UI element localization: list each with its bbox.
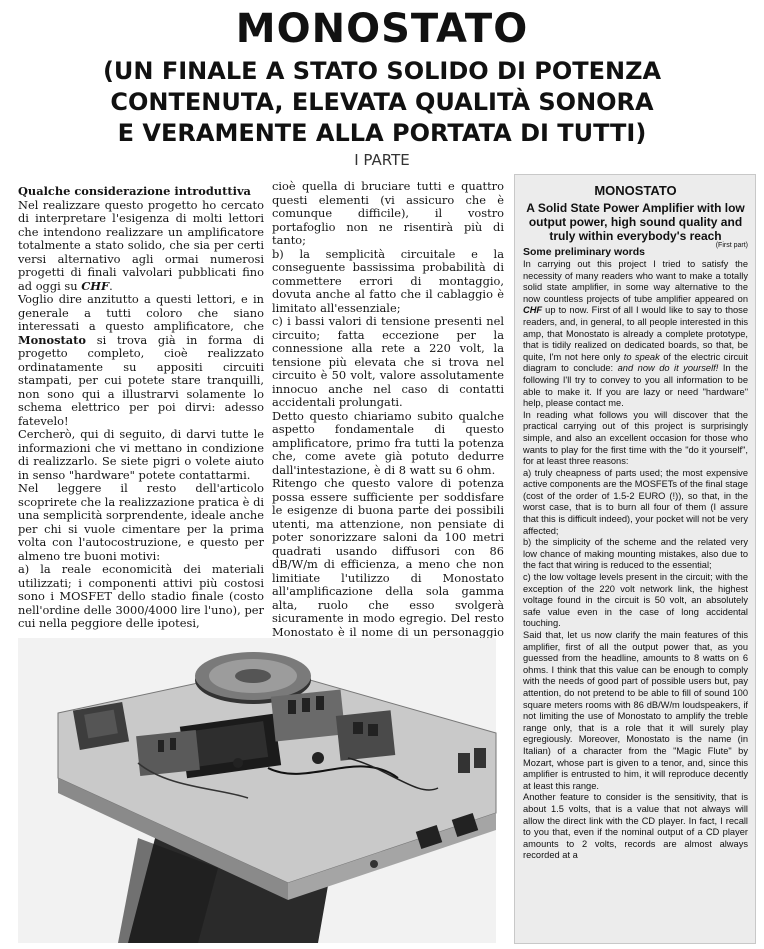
text: Voglio dire anzitutto a questi lettori, e in generale a tutti coloro che siano interessati a questo amplificatore, che bbox=[18, 292, 264, 333]
text: of the electric circuit diagram to conclude: bbox=[523, 351, 748, 374]
sidebar-heading: Some preliminary words bbox=[523, 246, 645, 258]
paragraph: Another feature to consider is the sensitivity, that is about 1.5 volts, that is a value that not always will allow the direct link with the CD player. In fact, I recall to you that, even if the nominal output of a CD player amounts to 2 volts, records are almost always recorded at a bbox=[523, 792, 748, 861]
subtitle-line: E VERAMENTE ALLA PORTATA DI TUTTI) bbox=[117, 119, 647, 147]
text: up to now. First of all I would like to say to those readers, and, in general, to all people interested in this amp, that Monostato is already a complete prototype, that is tidily realized on dedicated boards, so that, be quite, I'm not here only bbox=[523, 305, 748, 362]
english-summary-box bbox=[514, 174, 756, 944]
magazine-name: CHF bbox=[81, 278, 110, 293]
text: to speak bbox=[623, 351, 660, 362]
sidebar-body bbox=[523, 259, 748, 862]
text: and now do it yourself! bbox=[617, 363, 719, 374]
sidebar-title: MONOSTATO bbox=[594, 183, 677, 198]
sidebar-subtitle: A Solid State Power Amplifier with low output power, high sound quality and truly within everybody's reach bbox=[526, 201, 745, 243]
paragraph: a) truly cheapness of parts used; the most expensive active components are the MOSFETs of the final stage (cost of the order of 1.5-2 EURO (!)), so that, in the worst case, that is to burn all four of them (I assure that this is difficult indeed), your pocket will not be very affected; bbox=[523, 467, 748, 536]
subtitle-line: (UN FINALE A STATO SOLIDO DI POTENZA bbox=[102, 57, 662, 85]
paragraph bbox=[18, 293, 264, 428]
paragraph: b) la semplicità circuitale e la conseguente bassissima probabilità di commettere errori di montaggio, dovuta anche al fatto che il cablaggio è limitato all'essenziale; bbox=[272, 246, 504, 315]
article-column-2 bbox=[272, 179, 504, 639]
text: In the following I'll try to convey to you all information to be able to make it. If you are lazy or need "hardware" help, please contact me. bbox=[523, 363, 749, 409]
product-name: Monostato bbox=[18, 332, 86, 347]
subtitle-line: CONTENUTA, ELEVATA QUALITÀ SONORA bbox=[110, 88, 654, 116]
paragraph: Nel realizzare questo progetto ho cercato di interpretare l'esigenza di molti lettori che intendono realizzare un amplificatore totalmente a stato solido, che sia per certi versi alternativo agli ormai numerosi progetti di finali valvolari pubblicati fino ad oggi su CHF. bbox=[18, 197, 264, 293]
page-title: MONOSTATO bbox=[235, 6, 529, 52]
paragraph: b) the simplicity of the scheme and the related very low chance of making mounting mistakes, also due to the fact that wiring is reduced to the essential; bbox=[523, 537, 748, 571]
text: In carrying out this project I tried to satisfy the necessity of many readers who want to make a totally solid state amplifier, in some way alternative to the now countless projects of tube amplifier appeared on bbox=[523, 259, 748, 304]
section-heading: Qualche considerazione introduttiva bbox=[18, 184, 251, 198]
paragraph bbox=[523, 259, 748, 410]
paragraph: Cercherò, qui di seguito, di darvi tutte le informazioni che vi mettano in condizione di realizzarlo. Se siete pigri o volete aiuto in senso "hardware" potete contattarmi. bbox=[18, 427, 264, 482]
paragraph: In reading what follows you will discover that the practical carrying out of this project is surprisingly simple, and also an excellent occasion for those who wants to play for the first time with the "do it yourself", for at least three reasons: bbox=[523, 409, 748, 467]
amplifier-photo bbox=[18, 638, 496, 943]
text: Nel realizzare questo progetto ho cercato di interpretare l'esigenza di molti lettori che intendono realizzare un amplificatore totalmente a stato solido, che sia per certi versi alternativo agli ormai numerosi progetti di finali valvolari pubblicati fino ad oggi su bbox=[18, 197, 264, 293]
article-column-1 bbox=[18, 184, 265, 630]
paragraph: Said that, let us now clarify the main features of this amplifier, first of all the output power that, as you guessed from the headline, amounts to 8 watts on 6 ohms. I think that this value can be enough to comply with the needs of good part of possible users but, pay attention, do not pretend to be able to fill of sound 100 square meters rooms with 86 dB/W/m loudspeakers, if not limiting the use of Monostato to amplify the treble range only, that is a role that it will surely play egregiously. Moreover, Monostato is the name (in Italian) of a character from the "Magic Flute" by Mozart, whose part is given to a tenor, and, since this amplifier is entrusted to him, it will reproduce decently at least this range. bbox=[523, 630, 748, 791]
paragraph: Detto questo chiariamo subito qualche aspetto fondamentale di questo amplificatore, primo fra tutti la potenza che, come avete già potuto dedurre dall'intestazione, è di 8 watt su 6 ohm. bbox=[272, 408, 504, 477]
sidebar-part-label: (First part) bbox=[715, 242, 748, 249]
paragraph: Nel leggere il resto dell'articolo scoprirete che la realizzazione pratica è di una semplicità sorprendente, ideale anche per chi si vuole cimentare per la prima volta con l'autocostruzione, e questo per almeno tre buoni motivi: bbox=[18, 481, 265, 563]
paragraph: c) the low voltage levels present in the circuit; with the exception of the 220 volt network link, the highest voltage found in the circuit is 50 volt, an absolutely safe value even in the case of long accidental touching. bbox=[523, 572, 748, 629]
magazine-name: CHF bbox=[523, 305, 543, 316]
paragraph: c) i bassi valori di tensione presenti nel circuito; fatta eccezione per la connessione alla rete a 220 volt, la tensione più elevata che si trova nel circuito è 50 volt, valore assolutamente innocuo anche nel caso di contatti accidentali prolungati. bbox=[272, 314, 504, 409]
page-subtitle bbox=[0, 56, 764, 149]
amplifier-illustration bbox=[18, 638, 496, 943]
paragraph: cioè quella di bruciare tutti e quattro questi elementi (vi assicuro che è comunque difficile), il vostro portafoglio non ne risentirà più di tanto; bbox=[272, 179, 504, 247]
paragraph: a) la reale economicità dei materiali utilizzati; i componenti attivi più costosi sono i MOSFET dello stadio finale (costo nell'ordine delle 3000/4000 lire l'uno), per cui nella peggiore delle ipotesi, bbox=[18, 562, 264, 630]
text: si trova già in forma di progetto completo, cioè realizzato ordinatamente su appositi circuiti stampati, per cui potete stare tranquilli, non sono qui a illustrarvi solamente lo schema elettrico per poi dirvi: adesso fatevelo! bbox=[18, 332, 264, 428]
part-label: I PARTE bbox=[354, 151, 410, 169]
paragraph: Ritengo che questo valore di potenza possa essere sufficiente per soddisfare le esigenze di buona parte dei possibili utenti, ma attenzione, non pensiate di poter sonorizzare saloni da 100 metri quadrati usando diffusori con 86 dB/W/m di efficienza, a meno che non limitiate l'utilizzo di Monostato all'amplificazione della sola gamma alta, ruolo che esso svolgerà sicuramente in modo egregio. Del resto Monostato è il nome di un personaggio bbox=[272, 476, 504, 639]
